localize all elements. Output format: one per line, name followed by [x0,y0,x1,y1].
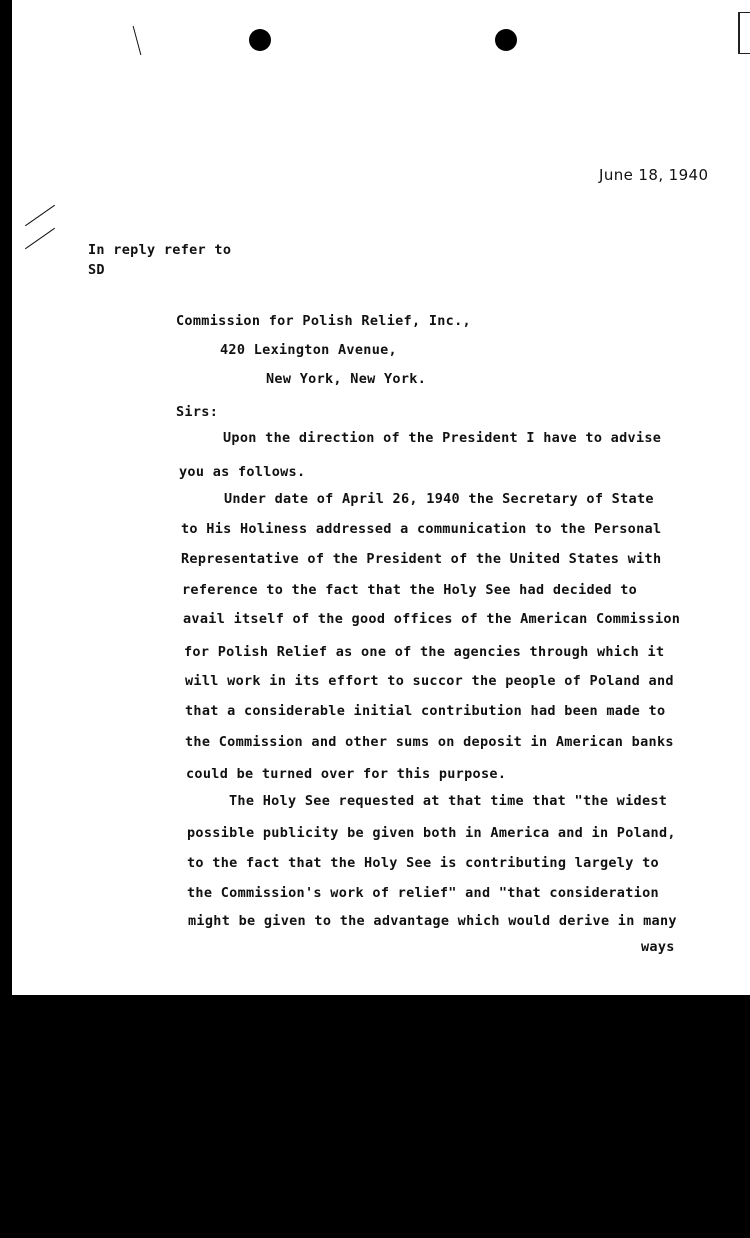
body-line: possible publicity be given both in America and in Poland, [187,825,676,841]
addressee-line: Commission for Polish Relief, Inc., [176,313,471,329]
body-line: Under date of April 26, 1940 the Secretary of State [224,491,654,507]
margin-stroke [25,228,55,249]
letter-page [12,0,750,995]
letter-date: June 18, 1940 [599,166,709,184]
margin-stroke [133,26,142,55]
body-line: might be given to the advantage which would derive in many [188,913,677,929]
body-line: the Commission's work of relief" and "that consideration [187,885,659,901]
body-line: The Holy See requested at that time that "the widest [229,793,668,809]
salutation: Sirs: [176,404,219,420]
body-line: avail itself of the good offices of the American Commission [183,611,681,627]
margin-stroke [25,205,55,226]
body-line: will work in its effort to succor the people of Poland and [185,673,674,689]
body-line: Upon the direction of the President I have to advise [223,430,662,446]
reference-code: SD [88,262,105,278]
body-line: reference to the fact that the Holy See had decided to [182,582,638,598]
body-line: to the fact that the Holy See is contributing largely to [187,855,659,871]
punch-hole-right [495,29,517,51]
punch-hole-left [249,29,271,51]
body-line: you as follows. [179,464,306,480]
addressee-line: New York, New York. [266,371,427,387]
addressee-line: 420 Lexington Avenue, [220,342,397,358]
edge-tab-mark [738,12,750,54]
body-line: to His Holiness addressed a communication to the Personal [181,521,662,537]
body-line: Representative of the President of the United States with [181,551,662,567]
body-line: that a considerable initial contribution had been made to [185,703,666,719]
body-line: the Commission and other sums on deposit in American banks [185,734,674,750]
reference-label: In reply refer to [88,242,232,258]
body-line: could be turned over for this purpose. [186,766,507,782]
catchword: ways [641,939,675,955]
body-line: for Polish Relief as one of the agencies through which it [184,644,665,660]
